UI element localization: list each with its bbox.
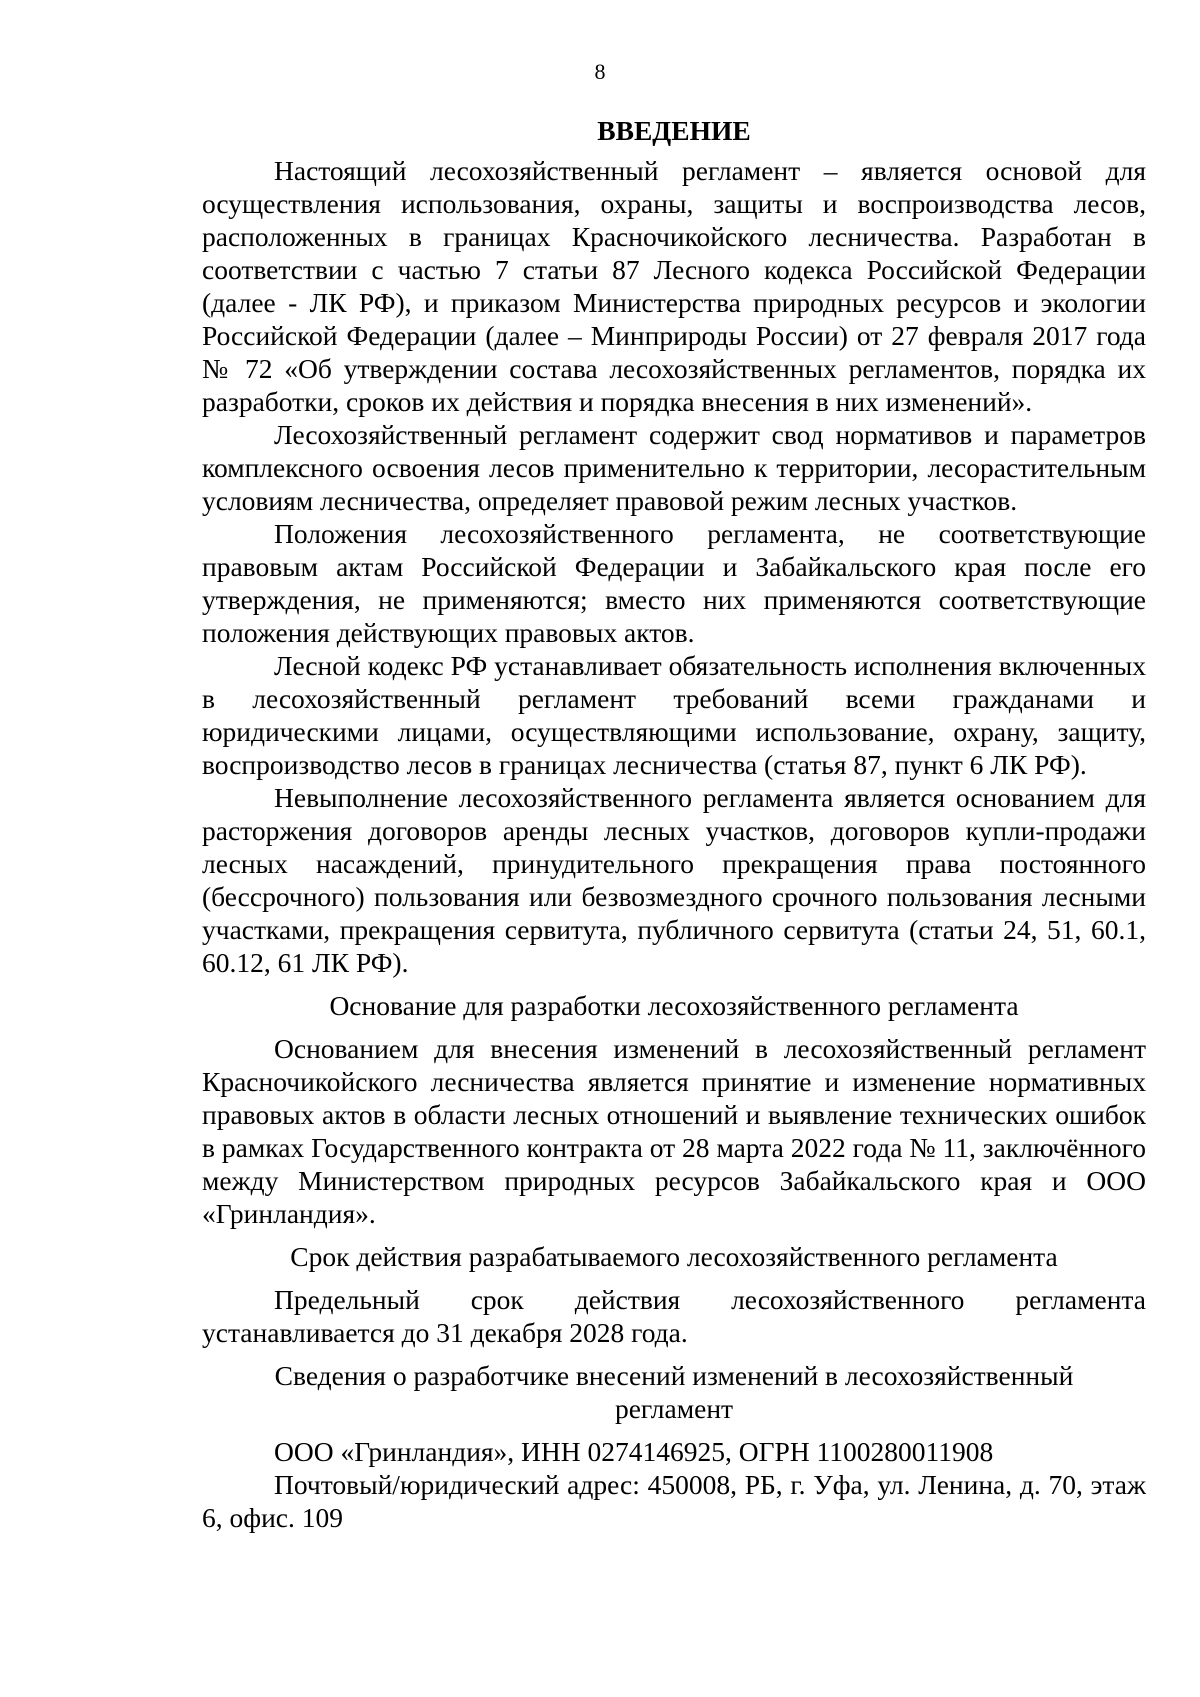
section-term-text: Предельный срок действия лесохозяйственного регламента устанавливается до 31 декабря 2028 года. xyxy=(202,1284,1146,1348)
page-title: ВВЕДЕНИЕ xyxy=(597,115,751,146)
intro-paragraph-2: Лесохозяйственный регламент содержит свод нормативов и параметров комплексного освоения лесов применительно к территории, лесорастительным условиям лесничества, определяет правовой режим лесных участков. xyxy=(202,419,1146,516)
section-basis-text: Основанием для внесения изменений в лесохозяйственный регламент Красночикойского лесничества является принятие и изменение нормативных правовых актов в области лесных отношений и выявление технических ошибок в рамках Государственного контракта от 28 марта 2022 года № 11, заключённого между Министерством природных ресурсов Забайкальского края и ООО «Гринландия». xyxy=(202,1033,1146,1229)
section-heading-basis: Основание для разработки лесохозяйственного регламента xyxy=(329,990,1019,1021)
intro-paragraph-4: Лесной кодекс РФ устанавливает обязательность исполнения включенных в лесохозяйственный регламент требований всеми гражданами и юридическими лицами, осуществляющими использование, охрану, защиту, воспроизводство лесов в границах лесничества (статья 87, пункт 6 ЛК РФ). xyxy=(202,650,1146,780)
intro-paragraph-3: Положения лесохозяйственного регламента, не соответствующие правовым актам Российской Федерации и Забайкальского края после его утверждения, не применяются; вместо них применяются соответствующие положения действующих правовых актов. xyxy=(202,518,1146,648)
page-content xyxy=(202,112,1146,1534)
intro-paragraph-1: Настоящий лесохозяйственный регламент – является основой для осуществления использования, охраны, защиты и воспроизводства лесов, расположенных в границах Красночикойского лесничества. Разработан в соответствии с частью 7 статьи 87 Лесного кодекса Российской Федерации (далее - ЛК РФ), и приказом Министерства природных ресурсов и экологии Российской Федерации (далее – Минприроды России) от 27 февраля 2017 года № 72 «Об утверждении состава лесохозяйственных регламентов, порядка их разработки, сроков их действия и порядка внесения в них изменений». xyxy=(202,155,1146,417)
section-heading-developer: Сведения о разработчике внесений изменений в лесохозяйственный регламент xyxy=(274,1360,1074,1424)
intro-paragraph-5: Невыполнение лесохозяйственного регламента является основанием для расторжения договоров аренды лесных участков, договоров купли-продажи лесных насаждений, принудительного прекращения права постоянного (бессрочного) пользования или безвозмездного срочного пользования лесными участками, прекращения сервитута, публичного сервитута (статьи 24, 51, 60.1, 60.12, 61 ЛК РФ). xyxy=(202,782,1146,978)
developer-address: Почтовый/юридический адрес: 450008, РБ, г. Уфа, ул. Ленина, д. 70, этаж 6, офис. 109 xyxy=(202,1469,1146,1533)
developer-company-line: ООО «Гринландия», ИНН 0274146925, ОГРН 1100280011908 xyxy=(274,1436,994,1467)
section-heading-term: Срок действия разрабатываемого лесохозяйственного регламента xyxy=(290,1241,1058,1272)
page-number: 8 xyxy=(594,59,606,84)
